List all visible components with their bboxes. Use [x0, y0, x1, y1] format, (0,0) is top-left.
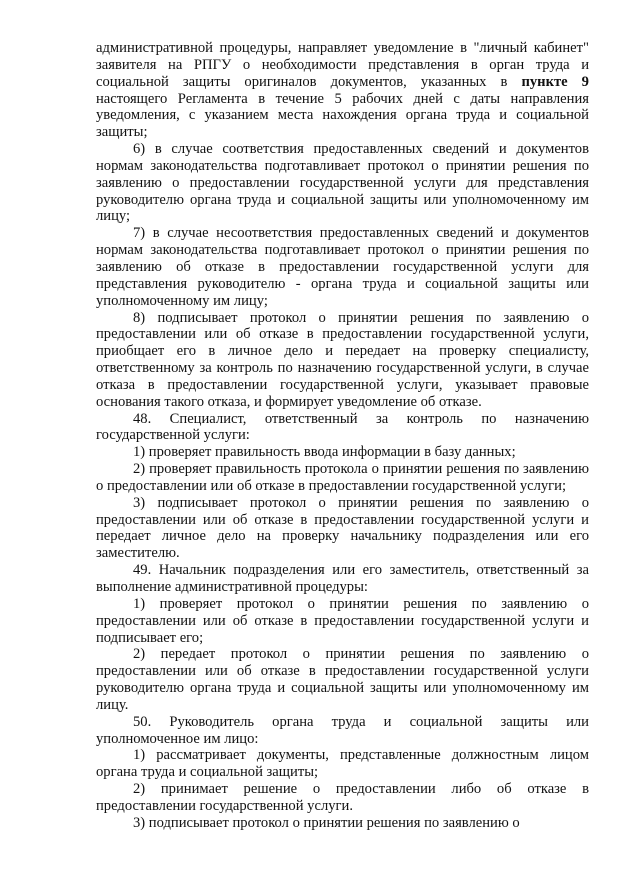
paragraph-text: настоящего Регламента в течение 5 рабочих дней с даты направления уведомления, с указанием места нахождения органа труда и социальной защиты;	[96, 90, 589, 141]
paragraph-49-item-1: 1) проверяет протокол о принятии решения по заявлению о предоставлении или об отказе в предоставлении государственной услуги и подписывает его;	[96, 595, 589, 646]
document-page	[96, 40, 589, 832]
paragraph-clause-49: 49. Начальник подразделения или его заместитель, ответственный за выполнение административной процедуры:	[96, 562, 589, 595]
paragraph-clause-50: 50. Руководитель органа труда и социальной защиты или уполномоченное им лицо:	[96, 713, 589, 747]
paragraph-item-7: 7) в случае несоответствия предоставленных сведений и документов нормам законодательства подготавливает протокол о принятии решения по заявлению об отказе в предоставлении государственной услуги для представления руководителю - органа труда и социальной защиты или уполномоченному им лицу;	[96, 225, 589, 309]
paragraph-50-item-2: 2) принимает решение о предоставлении либо об отказе в предоставлении государственной услуги.	[96, 781, 589, 814]
paragraph-item-8: 8) подписывает протокол о принятии решения по заявлению о предоставлении или об отказе в предоставлении государственной услуги, приобщает его в личное дело и передает на проверку специалисту, ответственному за контроль по назначению государственной услуги, в случае отказа в предоставлении государственной услуги, указывает правовые основания такого отказа, и формирует уведомление об отказе.	[96, 309, 589, 410]
paragraph-item-6: 6) в случае соответствия предоставленных сведений и документов нормам законодательства подготавливает протокол о принятии решения по заявлению о предоставлении государственной услуги для представления руководителю органа труда и социальной защиты или уполномоченному им лицу;	[96, 141, 589, 225]
paragraph-50-item-3: 3) подписывает протокол о принятии решения по заявлению о	[133, 814, 520, 831]
paragraph-49-item-2: 2) передает протокол о принятии решения по заявлению о предоставлении или об отказе в предоставлении государственной услуги руководителю органа труда и социальной защиты или уполномоченному им лицу.	[96, 646, 589, 713]
paragraph-50-item-1: 1) рассматривает документы, представленные должностным лицом органа труда и социальной защиты;	[96, 747, 589, 781]
paragraph-48-item-1: 1) проверяет правильность ввода информации в базу данных;	[133, 444, 516, 461]
paragraph-48-item-2: 2) проверяет правильность протокола о принятии решения по заявлению о предоставлении или об отказе в предоставлении государственной услуги;	[96, 461, 589, 494]
paragraph-clause-48: 48. Специалист, ответственный за контроль по назначению государственной услуги:	[96, 410, 589, 444]
bold-reference: пункте 9	[521, 73, 589, 90]
paragraph-continuation	[96, 40, 589, 141]
paragraph-text: административной процедуры, направляет уведомление в "личный кабинет" заявителя на РПГУ о необходимости представления в орган труда и социальной защиты оригиналов документов, указанных в	[96, 40, 589, 90]
paragraph-48-item-3: 3) подписывает протокол о принятии решения по заявлению о предоставлении или об отказе в предоставлении государственной услуги и передает личное дело на проверку начальнику подразделения или его заместителю.	[96, 494, 589, 562]
